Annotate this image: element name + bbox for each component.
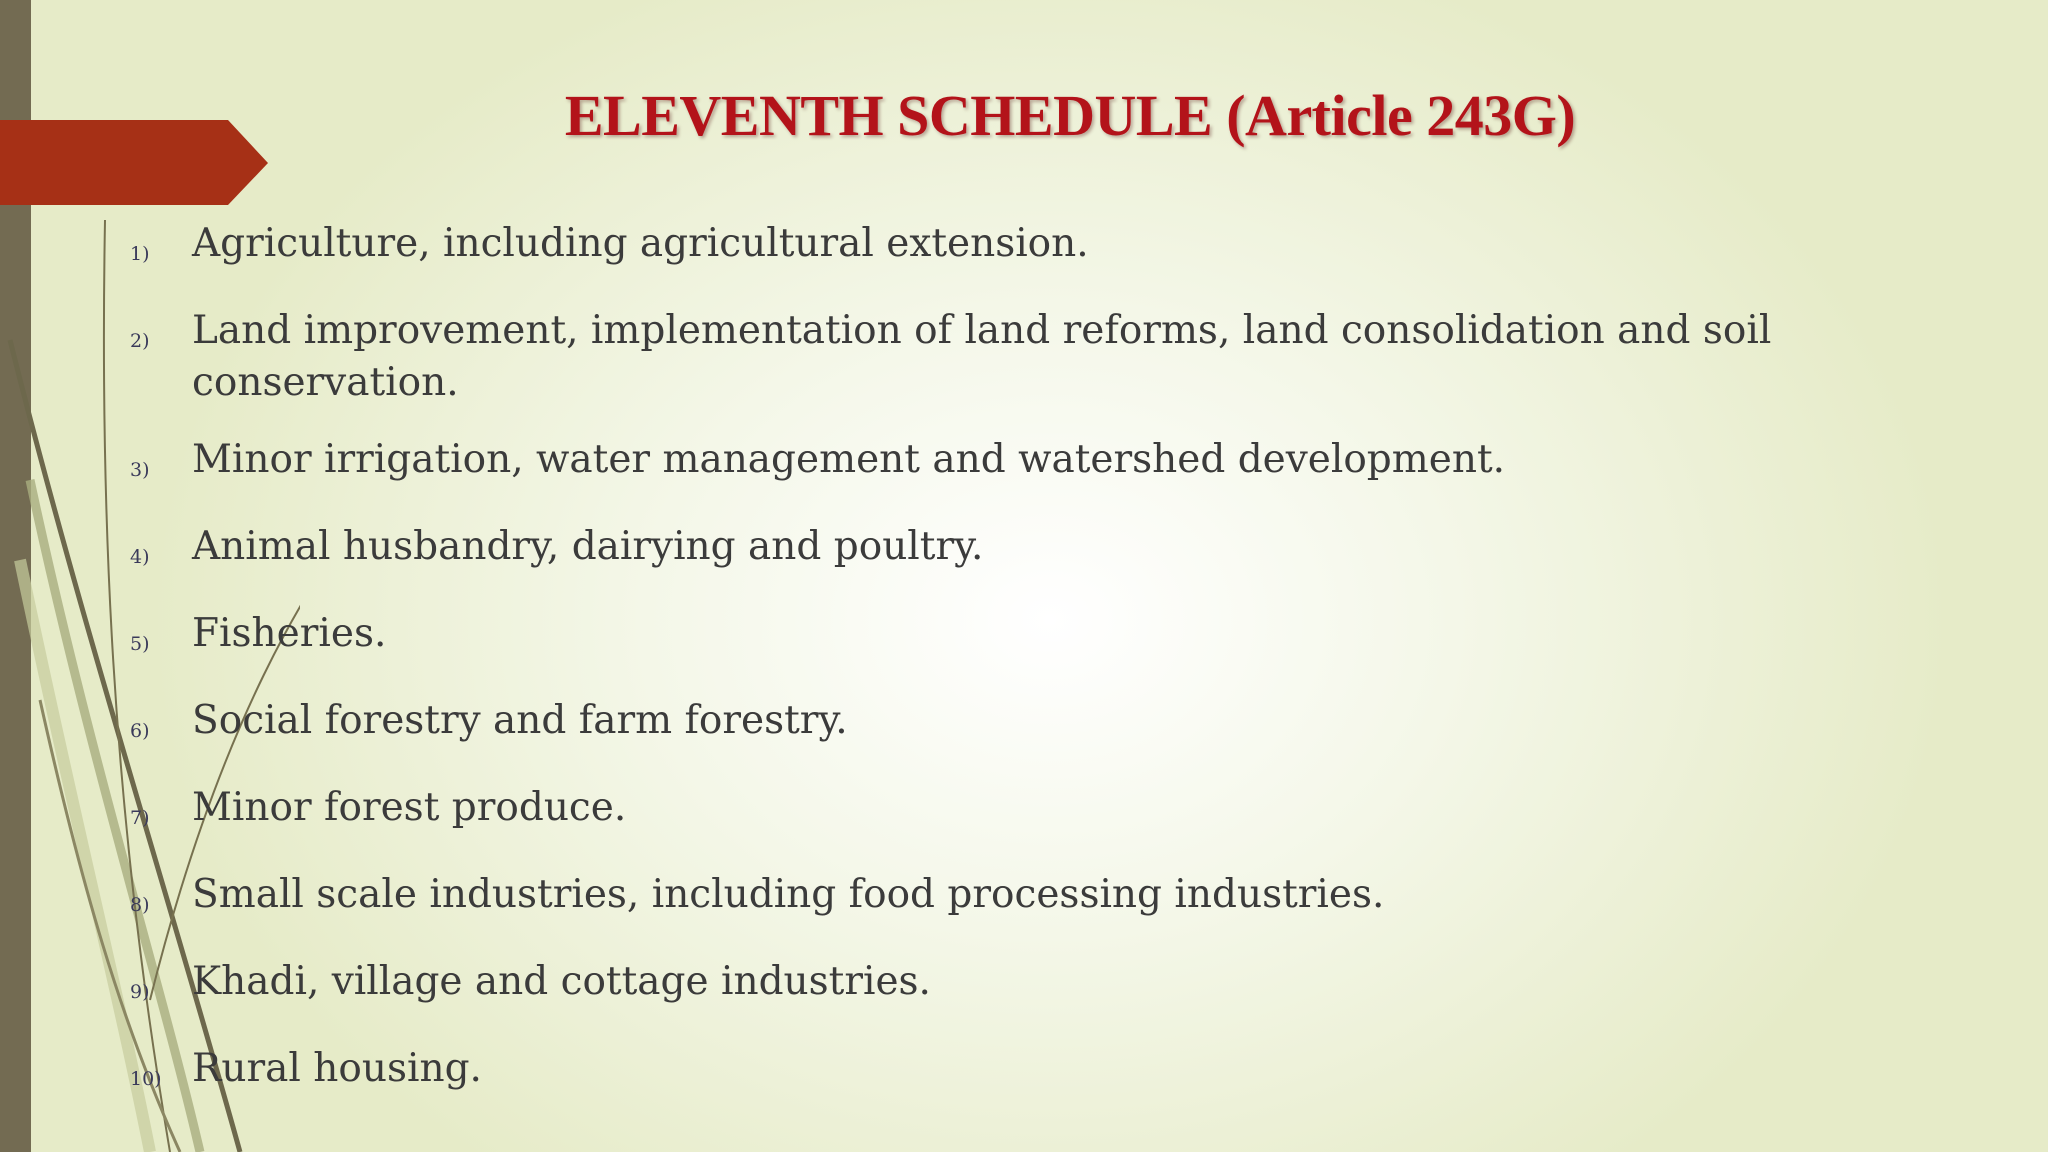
list-item-text: Animal husbandry, dairying and poultry.: [192, 524, 984, 569]
list-item-number: 4): [130, 546, 150, 568]
list-item: [130, 521, 1910, 583]
list-item-text: Land improvement, implementation of land reforms, land consolidation and soil conservation.: [192, 308, 1772, 405]
list-item-number: 9): [130, 981, 150, 1003]
list-item-number: 3): [130, 459, 150, 481]
list-item: [130, 869, 1910, 931]
list-item-number: 1): [130, 243, 150, 265]
schedule-list: [130, 218, 1910, 1130]
list-item: [130, 218, 1910, 280]
list-item-text: Agriculture, including agricultural extension.: [192, 221, 1089, 266]
list-item-number: 10): [130, 1068, 162, 1090]
list-item-number: 2): [130, 330, 150, 352]
list-item-number: 6): [130, 720, 150, 742]
list-item-text: Rural housing.: [192, 1046, 482, 1091]
list-item-text: Small scale industries, including food processing industries.: [192, 872, 1385, 917]
list-item-text: Khadi, village and cottage industries.: [192, 959, 931, 1004]
list-item-text: Minor forest produce.: [192, 785, 627, 830]
red-accent-arrow: [0, 0, 270, 210]
list-item-number: 7): [130, 807, 150, 829]
list-item-text: Minor irrigation, water management and watershed development.: [192, 437, 1506, 482]
list-item: [130, 1043, 1910, 1105]
list-item-number: 5): [130, 633, 150, 655]
list-item: [130, 305, 1910, 409]
list-item: [130, 956, 1910, 1018]
list-item-number: 8): [130, 894, 150, 916]
list-item: [130, 608, 1910, 670]
list-item: [130, 782, 1910, 844]
list-item-text: Fisheries.: [192, 611, 387, 656]
list-item: [130, 695, 1910, 757]
slide-title: ELEVENTH SCHEDULE (Article 243G): [564, 83, 1576, 148]
list-item-text: Social forestry and farm forestry.: [192, 698, 848, 743]
list-item: [130, 434, 1910, 496]
